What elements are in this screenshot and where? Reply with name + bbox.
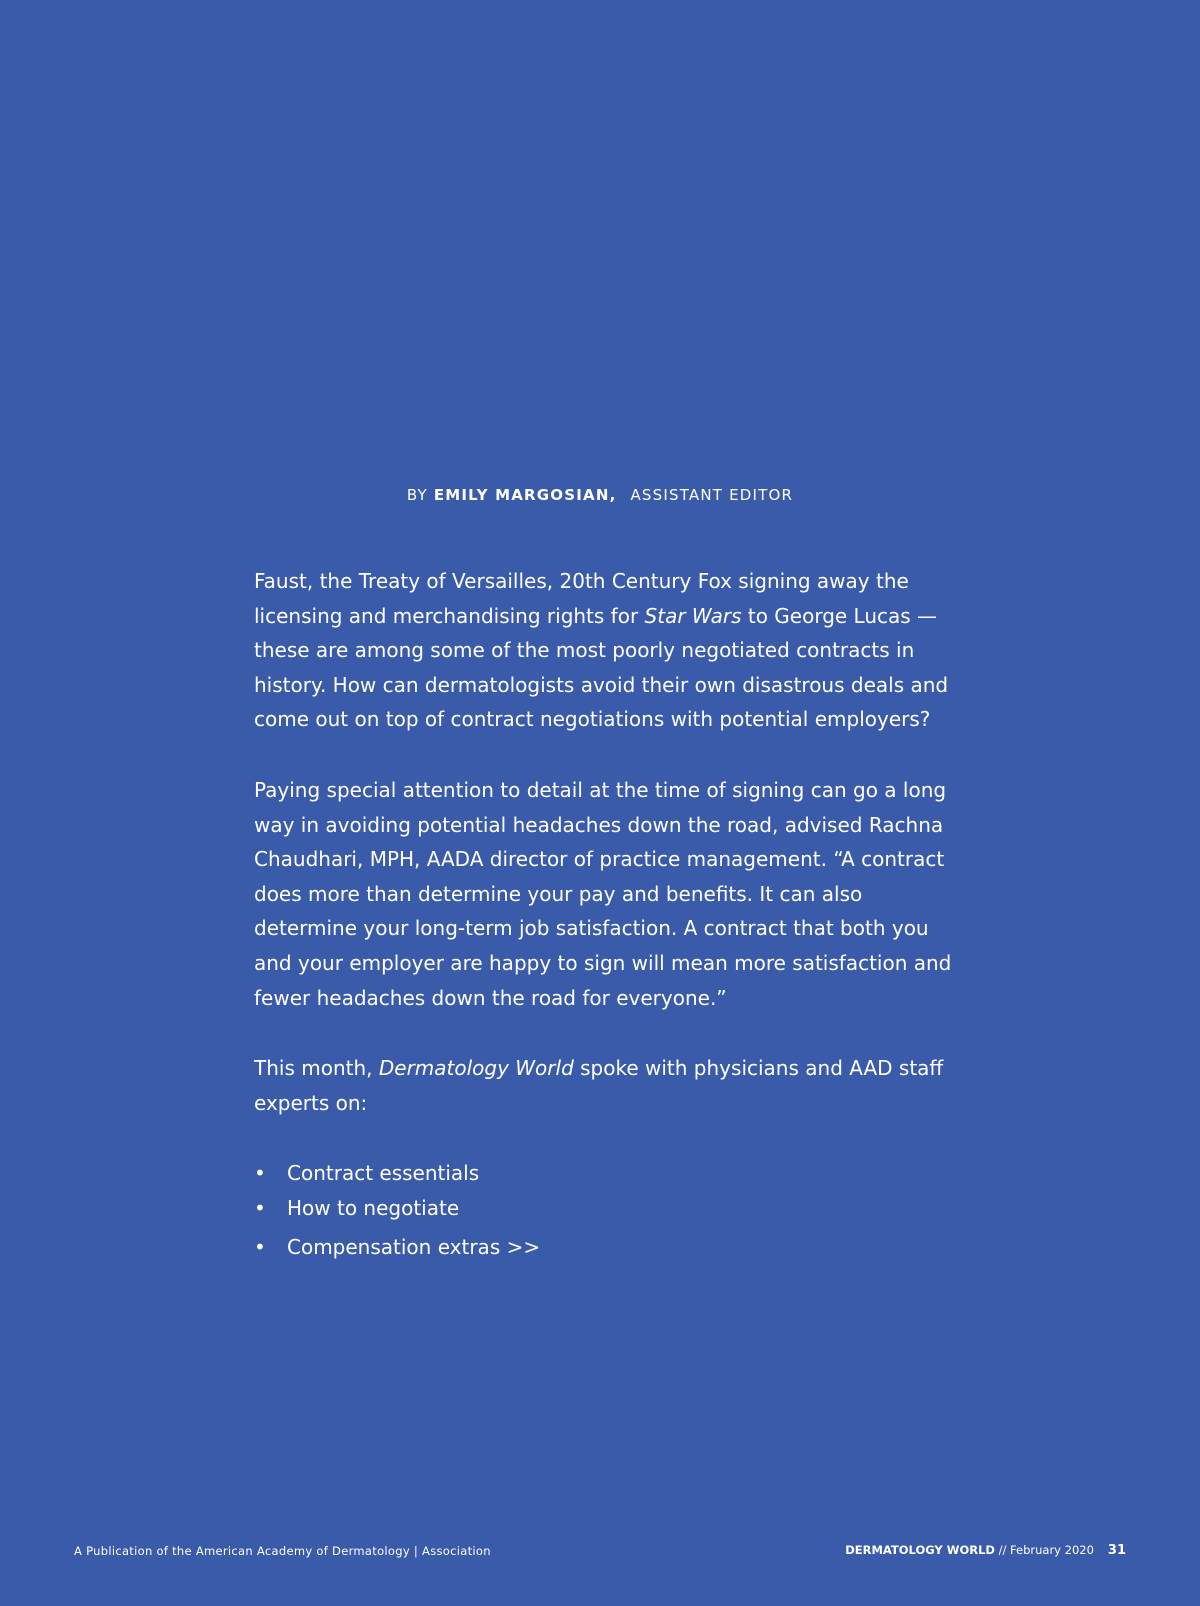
footer-publication-note: A Publication of the American Academy of Dermatology | Association [74,1544,491,1558]
footer-folio [845,1543,1126,1558]
article-paragraph-2: Paying special attention to detail at the time of signing can go a long way in avoiding potential headaches down the road, advised Rachna Chaudhari, MPH, AADA director of practice management. “A contract does more than determine your pay and benefits. It can also determine your long-term job satisfaction. A contract that both you and your employer are happy to sign will mean more satisfaction and fewer headaches down the road for everyone.” [254,777,952,1010]
paragraph-1-text-start: Faust, the Treaty of Versailles, 20th Century Fox signing away the licensing and merchandising rights for [254,569,909,628]
paragraph-3-text-end: spoke with physicians and AAD staff experts on: [254,1056,944,1115]
footer-separator: // [994,1543,1011,1557]
paragraph-1-text-end: to George Lucas — these are among some of the most poorly negotiated contracts in history. How can dermatologists avoid their own disastrous deals and come out on top of contract negotiations with potential employers? [254,603,949,732]
bullet-icon: • [254,1235,266,1260]
bullet-icon: • [254,1196,266,1221]
footer-magazine-name: DERMATOLOGY WORLD [845,1543,995,1557]
byline-role: ASSISTANT EDITOR [630,486,794,504]
list-item [254,1191,954,1226]
article-body [254,564,954,1265]
article-paragraph-3 [254,1051,954,1120]
article-paragraph-1 [254,564,954,737]
list-item-label: Compensation extras >> [287,1235,541,1260]
bullet-icon: • [254,1161,266,1186]
list-item [254,1156,954,1191]
byline-author: EMILY MARGOSIAN, [433,486,617,504]
list-item-label: Contract essentials [287,1161,480,1186]
topics-list [254,1156,954,1265]
byline [0,484,1200,506]
list-item-label: How to negotiate [287,1196,460,1221]
page-number: 31 [1107,1543,1126,1558]
footer-date: February 2020 [1010,1543,1094,1557]
star-wars-title: Star Wars [644,603,742,628]
byline-prefix: BY [406,486,428,504]
paragraph-3-text-start: This month, [254,1056,379,1081]
list-item-continue-link[interactable] [254,1230,954,1265]
magazine-title: Dermatology World [378,1056,574,1081]
